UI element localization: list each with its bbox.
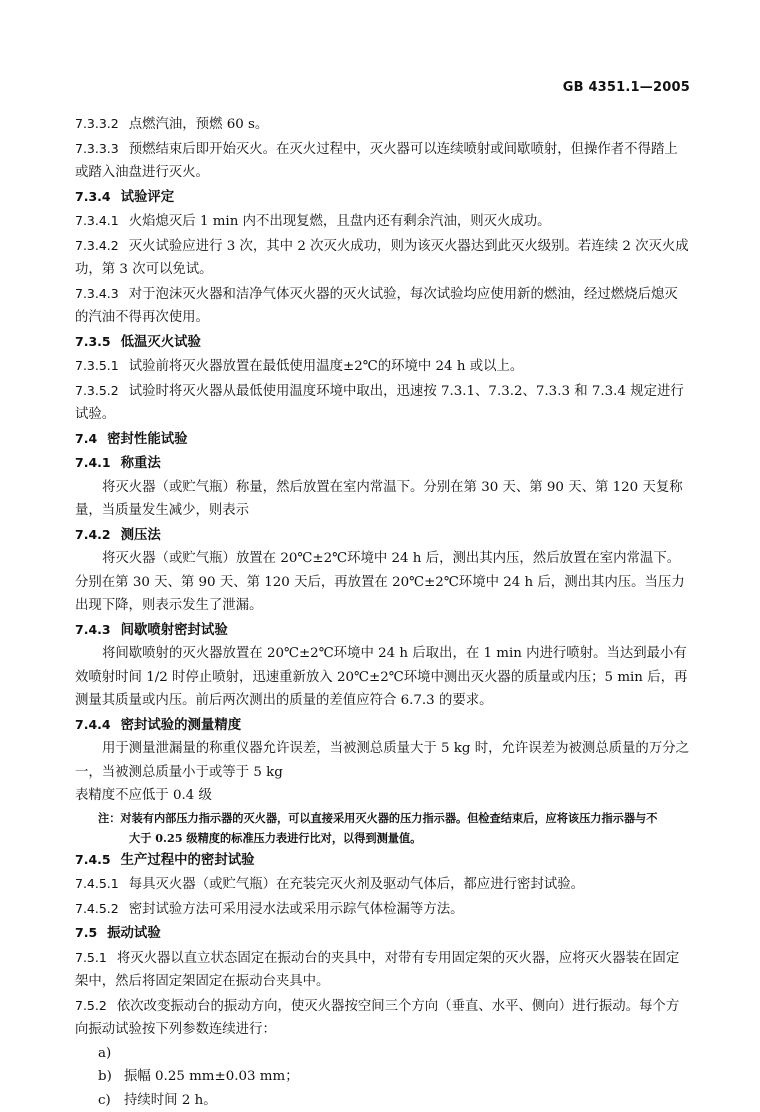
clause-number: 7.4.5.2 — [75, 901, 119, 916]
clause-7-3-5-1 — [75, 354, 690, 379]
clause-7-3-3-2 — [75, 112, 690, 137]
clause-number: 7.5.1 — [75, 950, 107, 965]
note-line-1: 注：对装有内部压力指示器的灭火器，可以直接采用灭火器的压力指示器。但检查结束后，应将该压力指示器与不 — [75, 808, 690, 828]
paragraph-intermittent-test: 将间歇喷射的灭火器放置在 20℃±2℃环境中 24 h 后取出，在 1 min 内进行喷射。当达到最小有效喷射时间 1/2 时停止喷射，迅速重新放入 20℃±2℃环境中测出灭火器的质量或内压；5 min 后，再测量其质量或内压。前后两次测出的质量的差值应符合 6.7.3 的要求。 — [75, 642, 690, 713]
clause-text: 灭火试验应进行 3 次，其中 2 次灭火成功，则为该灭火器达到此灭火级别。若连续 2 次灭火成功，第 3 次可以免试。 — [75, 239, 689, 278]
heading-text: 生产过程中的密封试验 — [121, 852, 255, 868]
clause-text: 试验时将灭火器从最低使用温度环境中取出，迅速按 7.3.1、7.3.2、7.3.3 和 7.3.4 规定进行试验。 — [75, 384, 684, 423]
clause-7-5-1 — [75, 946, 690, 994]
heading-7-4-5 — [75, 848, 690, 873]
list-item-a — [75, 1042, 690, 1066]
clause-number: 7.4.3 — [75, 622, 111, 637]
clause-number: 7.4.4 — [75, 717, 111, 732]
paragraph-gauge-accuracy: 表精度不应低于 0.4 级 — [75, 784, 690, 808]
list-label: a) — [98, 1042, 124, 1066]
clause-number: 7.4.2 — [75, 527, 111, 542]
clause-number: 7.3.4.3 — [75, 286, 119, 301]
clause-number: 7.4.5 — [75, 852, 111, 867]
heading-7-3-4 — [75, 185, 690, 210]
clause-number: 7.3.3.2 — [75, 116, 119, 131]
clause-number: 7.3.3.3 — [75, 141, 119, 156]
heading-7-4-3 — [75, 618, 690, 643]
heading-text: 间歇喷射密封试验 — [121, 622, 228, 638]
clause-number: 7.3.4.1 — [75, 213, 119, 228]
clause-7-3-4-3 — [75, 282, 690, 330]
list-text: 持续时间 2 h。 — [124, 1093, 217, 1108]
standard-number: GB 4351.1—2005 — [563, 80, 690, 95]
clause-7-3-3-3 — [75, 137, 690, 185]
clause-7-3-4-2 — [75, 234, 690, 282]
list-item-b — [75, 1065, 690, 1089]
clause-number: 7.3.4.2 — [75, 238, 119, 253]
heading-text: 密封性能试验 — [107, 431, 187, 447]
clause-7-4-5-1 — [75, 872, 690, 897]
heading-7-5 — [75, 921, 690, 946]
heading-7-4 — [75, 427, 690, 452]
clause-number: 7.3.5.2 — [75, 383, 119, 398]
clause-7-5-2 — [75, 994, 690, 1042]
heading-text: 密封试验的测量精度 — [121, 717, 242, 733]
heading-text: 低温灭火试验 — [121, 334, 201, 350]
heading-7-4-1 — [75, 451, 690, 476]
list-label: b) — [98, 1065, 124, 1089]
clause-text: 对于泡沫灭火器和洁净气体灭火器的灭火试验，每次试验均应使用新的燃油，经过燃烧后熄灭的汽油不得再次使用。 — [75, 287, 678, 326]
list-text: 振幅 0.25 mm±0.03 mm； — [124, 1069, 299, 1084]
clause-text: 密封试验方法可采用浸水法或采用示踪气体检漏等方法。 — [129, 902, 464, 917]
clause-text: 点燃汽油，预燃 60 s。 — [129, 117, 269, 132]
paragraph-measurement-accuracy: 用于测量泄漏量的称重仪器允许误差，当被测总质量大于 5 kg 时，允许误差为被测总质量的万分之一，当被测总质量小于或等于 5 kg — [75, 737, 690, 784]
list-item-c — [75, 1089, 690, 1112]
clause-number: 7.3.5 — [75, 334, 111, 349]
list-label: c) — [98, 1089, 124, 1112]
heading-text: 试验评定 — [121, 189, 175, 205]
clause-number: 7.3.4 — [75, 189, 111, 204]
heading-7-4-4 — [75, 713, 690, 738]
document-body — [75, 112, 690, 1112]
note-line-2: 大于 0.25 级精度的标准压力表进行比对，以得到测量值。 — [75, 828, 690, 848]
clause-number: 7.4 — [75, 431, 97, 446]
clause-number: 7.5 — [75, 925, 97, 940]
clause-number: 7.4.5.1 — [75, 876, 119, 891]
clause-text: 每具灭火器（或贮气瓶）在充装完灭火剂及驱动气体后，都应进行密封试验。 — [129, 877, 584, 892]
clause-number: 7.3.5.1 — [75, 358, 119, 373]
heading-text: 振动试验 — [107, 925, 161, 941]
clause-text: 预燃结束后即开始灭火。在灭火过程中，灭火器可以连续喷射或间歇喷射，但操作者不得踏上或踏入油盘进行灭火。 — [75, 142, 678, 181]
heading-text: 称重法 — [121, 455, 161, 471]
clause-7-4-5-2 — [75, 897, 690, 922]
clause-7-3-5-2 — [75, 379, 690, 427]
heading-7-4-2 — [75, 523, 690, 548]
clause-text: 依次改变振动台的振动方向，使灭火器按空间三个方向（垂直、水平、侧向）进行振动。每个方向振动试验按下列参数连续进行： — [75, 999, 679, 1038]
clause-7-3-4-1 — [75, 209, 690, 234]
paragraph-pressure-method: 将灭火器（或贮气瓶）放置在 20℃±2℃环境中 24 h 后，测出其内压，然后放置在室内常温下。分别在第 30 天、第 90 天、第 120 天后，再放置在 20℃±2℃环境中 24 h 后，测出其内压。当压力出现下降，则表示发生了泄漏。 — [75, 547, 690, 618]
heading-text: 测压法 — [121, 527, 161, 543]
clause-number: 7.4.1 — [75, 455, 111, 470]
clause-number: 7.5.2 — [75, 998, 107, 1013]
clause-text: 试验前将灭火器放置在最低使用温度±2℃的环境中 24 h 或以上。 — [129, 359, 524, 374]
heading-7-3-5 — [75, 330, 690, 355]
clause-text: 火焰熄灭后 1 min 内不出现复燃，且盘内还有剩余汽油，则灭火成功。 — [129, 214, 551, 229]
clause-text: 将灭火器以直立状态固定在振动台的夹具中，对带有专用固定架的灭火器，应将灭火器装在固定架中，然后将固定架固定在振动台夹具中。 — [75, 951, 679, 990]
paragraph-weighing-method: 将灭火器（或贮气瓶）称量，然后放置在室内常温下。分别在第 30 天、第 90 天、第 120 天复称量，当质量发生减少，则表示 — [75, 476, 690, 523]
